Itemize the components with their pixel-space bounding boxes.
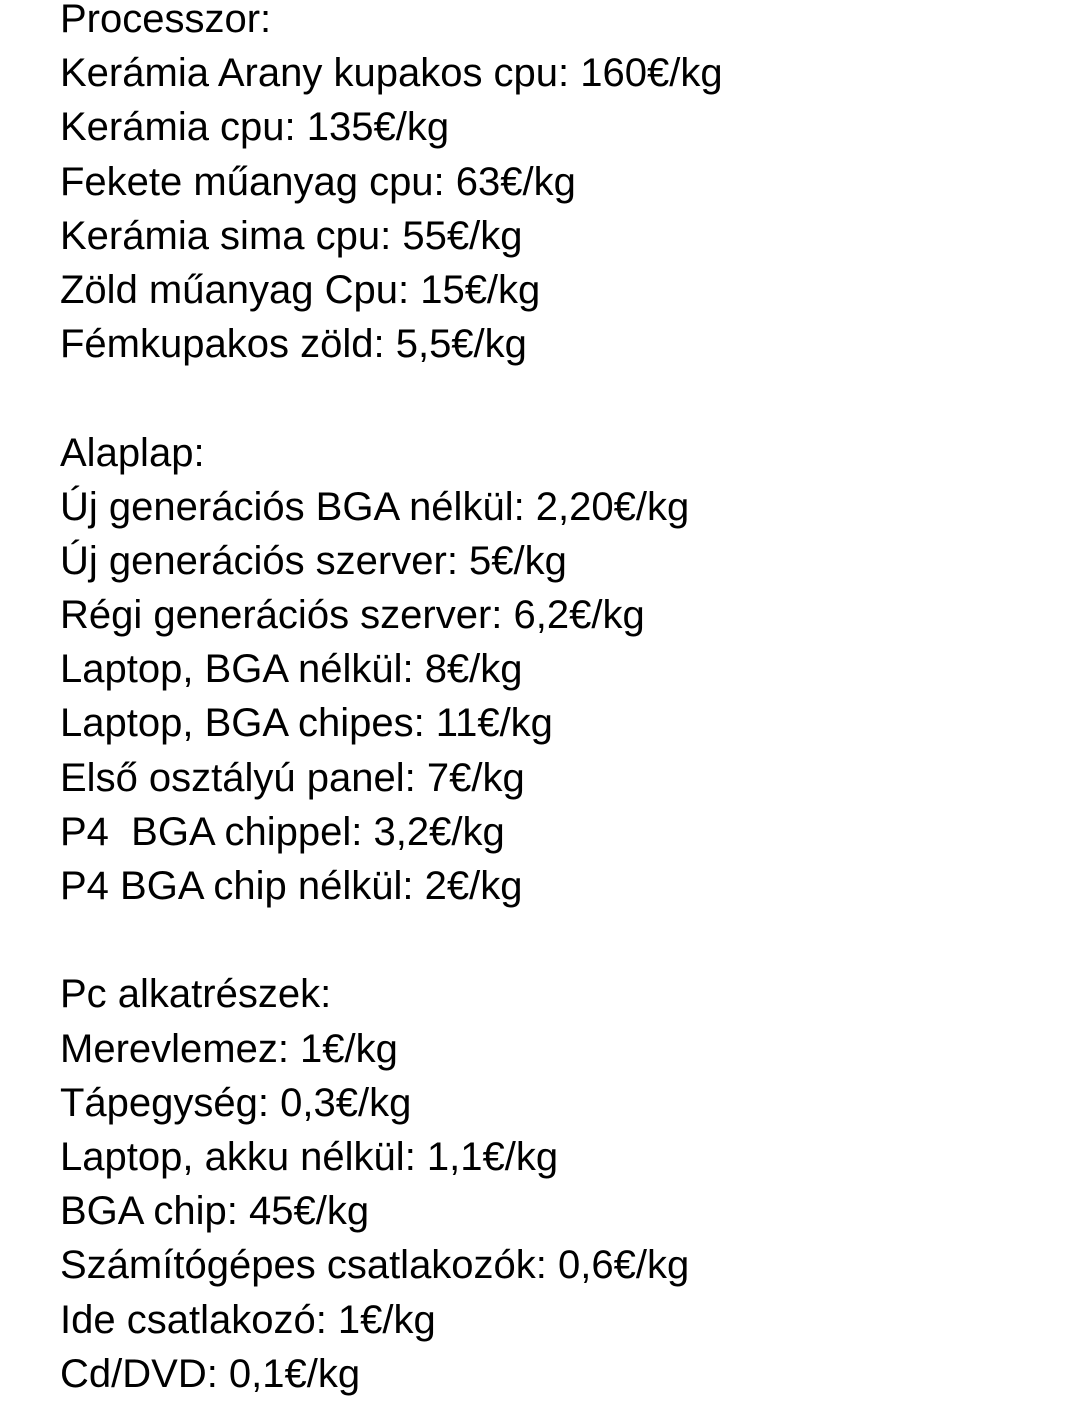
list-item: Első osztályú panel: 7€/kg	[60, 755, 525, 800]
list-item: Fekete műanyag cpu: 63€/kg	[60, 159, 576, 204]
list-item: Merevlemez: 1€/kg	[60, 1026, 398, 1071]
list-item: Ide csatlakozó: 1€/kg	[60, 1297, 436, 1342]
list-item: Zöld műanyag Cpu: 15€/kg	[60, 267, 541, 312]
list-item: Fémkupakos zöld: 5,5€/kg	[60, 322, 527, 367]
section-spacer	[60, 371, 1060, 425]
section-spacer	[60, 913, 1060, 967]
list-item: Régi generációs szerver: 6,2€/kg	[60, 593, 645, 638]
list-item: BGA chip: 45€/kg	[60, 1189, 370, 1234]
list-item: Számítógépes csatlakozók: 0,6€/kg	[60, 1243, 690, 1288]
list-item: Új generációs szerver: 5€/kg	[60, 538, 567, 583]
list-item: Új generációs BGA nélkül: 2,20€/kg	[60, 484, 690, 529]
list-item: Laptop, BGA chipes: 11€/kg	[60, 701, 553, 746]
list-item: P4 BGA chippel: 3,2€/kg	[60, 809, 505, 854]
section-title-alaplap: Alaplap:	[60, 430, 205, 475]
list-item: Laptop, akku nélkül: 1,1€/kg	[60, 1134, 559, 1179]
list-item: Laptop, BGA nélkül: 8€/kg	[60, 647, 523, 692]
section-title-processzor: Processzor:	[60, 0, 272, 41]
list-item: Kerámia sima cpu: 55€/kg	[60, 213, 523, 258]
list-item: Cd/DVD: 0,1€/kg	[60, 1351, 361, 1396]
list-item: P4 BGA chip nélkül: 2€/kg	[60, 864, 523, 908]
list-item: Kerámia cpu: 135€/kg	[60, 105, 450, 150]
section-title-pc-alkatreszek: Pc alkatrészek:	[60, 972, 332, 1017]
price-list-document	[60, 0, 1060, 1401]
list-item: Tápegység: 0,3€/kg	[60, 1080, 412, 1125]
list-item: Kerámia Arany kupakos cpu: 160€/kg	[60, 51, 723, 96]
